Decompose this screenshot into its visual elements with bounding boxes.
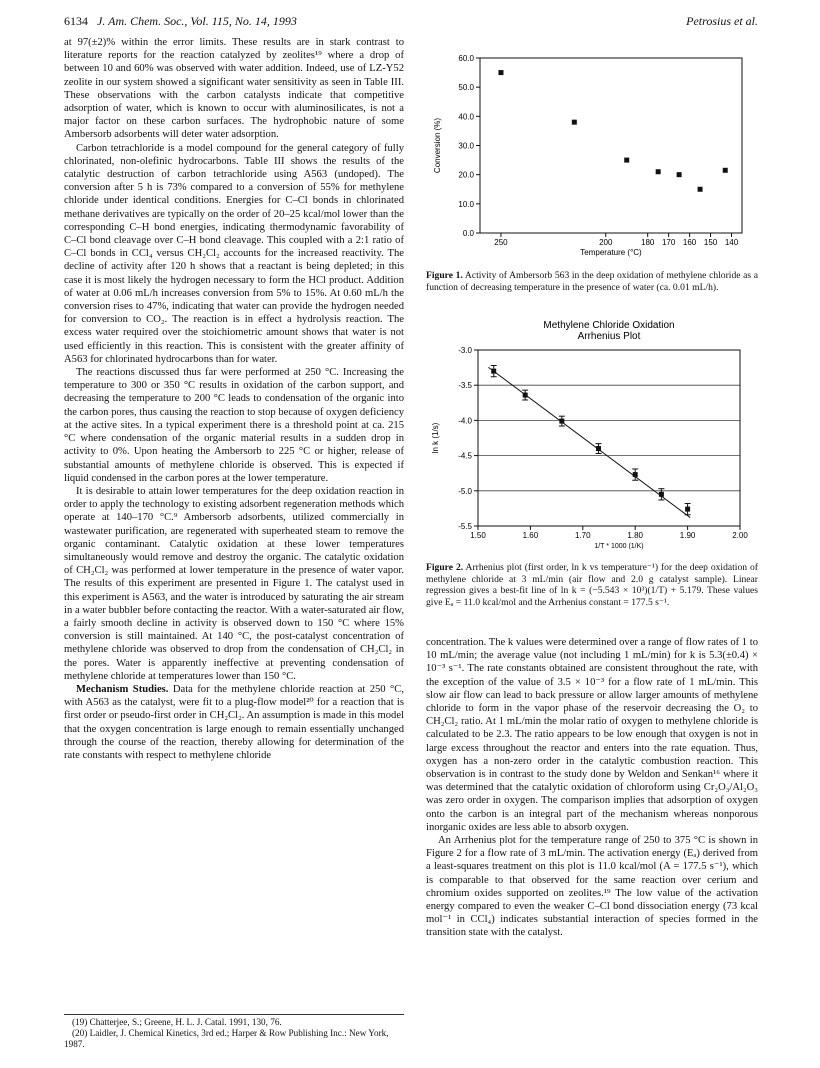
figure-2-chart bbox=[420, 318, 760, 558]
data-point bbox=[523, 393, 528, 398]
paragraph-text: Data for the methylene chloride reaction at 250 °C, with A563 as the catalyst, were fit to a plug-flow model²⁰ for a reaction that is first order or pseudo-first order in CH₂Cl₂. An assumption is made in this model that the oxygen concentration is large enough to remain essentially unchanged through the course of the reaction, thereby allowing for determination of the rate constants with respect to methylene chloride bbox=[64, 683, 404, 761]
paragraph: at 97(±2)% within the error limits. These results are in stark contrast to literature reports for the reaction catalyzed by zeolites¹⁹ where a drop of between 10 and 60% was observed with water addition. Indeed, use of LZ-Y52 zeolite in our system showed a significant water sensitivity as seen in Table III. These observations with the carbon catalysts indicate that competitive adsorption of water, which is known to occur with aluminosilicates, is not a major factor on these carbon surfaces. The hydrophobic nature of some Ambersorb adsorbents will deter water adsorption. bbox=[64, 37, 404, 141]
data-point bbox=[624, 158, 629, 163]
paragraph: Carbon tetrachloride is a model compound for the general category of fully chlorinated, non-olefinic hydrocarbons. Table III shows the results of the catalytic destruction of carbon tetrachloride using A563 (undoped). The conversion after 5 h is 73% compared to a conversion of 55% for methylene chloride under identical conditions. Energies for C–Cl bonds in chlorinated methane derivatives are typically on the order of 20–25 kcal/mol lower than the corresponding C–H bond energies, indicating thermodynamic favorability of C–Cl bond cleavage over C–H bond cleavage. This coupled with a 2:1 ratio of C–Cl bonds in CCl₄ versus CH₂Cl₂ accounts for the increased reactivity. The decline of activity after 120 h shows that a reactant is being depleted; in this case it is most likely the hydrogen necessary to form the HCl product. Addition of water at 0.06 mL/h increases conversion from 5% to 15%. At 0.60 mL/h the conversion rises to 47%, indicating that water can provide the hydrogen needed for conversion to CO₂. The reaction is in effect a hydrolysis reaction. The excess water required over the stoichiometric amount shows that water is not used efficiently in this reaction. This is consistent with the greater affinity of A563 for chlorinated hydrocarbons than for water. bbox=[64, 142, 404, 365]
y-tick-label: -5.0 bbox=[458, 486, 472, 496]
y-tick-label: -3.5 bbox=[458, 381, 472, 391]
x-tick-label: 200 bbox=[599, 238, 613, 247]
figure-1-caption bbox=[426, 270, 758, 293]
paragraph: An Arrhenius plot for the temperature range of 250 to 375 °C is shown in Figure 2 for a flow rate of 3 mL/min. The activation energy (Eₐ) derived from a least-squares treatment on this plot is 11.0 kcal/mol (A = 177.5 s⁻¹), which is comparable to that observed for the same reaction over cerium and chromium oxides supported on zeolites.¹⁹ The low value of the activation energy compared to even the weaker C–Cl bond dissociation energy (73 kcal mol⁻¹ in CCl₄) indicates substantial interaction of species formed in the transition state with the catalyst. bbox=[426, 835, 758, 939]
y-tick-label: 10.0 bbox=[458, 199, 474, 209]
left-column bbox=[64, 36, 404, 762]
data-point bbox=[572, 120, 577, 125]
figure-1 bbox=[420, 48, 760, 263]
figure-1-label: Figure 1. bbox=[426, 270, 463, 281]
section-heading: Mechanism Studies. bbox=[76, 683, 169, 695]
data-point bbox=[698, 187, 703, 192]
y-tick-label: 50.0 bbox=[458, 83, 474, 93]
y-tick-label: 60.0 bbox=[458, 54, 474, 63]
y-tick-label: -4.0 bbox=[458, 416, 472, 426]
figure-2-caption bbox=[426, 562, 758, 608]
footnote: (19) Chatterjee, S.; Greene, H. L. J. Catal. 1991, 130, 76. bbox=[72, 1017, 282, 1027]
x-axis-label: 1/T * 1000 (1/K) bbox=[594, 543, 644, 550]
y-tick-label: 30.0 bbox=[458, 141, 474, 151]
y-tick-label: -3.0 bbox=[458, 346, 472, 355]
figure-2-caption-text: Arrhenius plot (first order, ln k vs temperature⁻¹) for the deep oxidation of methylene chloride at 3 mL/min (air flow and 2.0 g catalyst sample). Linear regression gives a best-fit line of ln k = (−5.543 × 10³)(1/T) + 5.179. These values give Eₐ = 11.0 kcal/mol and the Arrhenius constant = 177.5 s⁻¹. bbox=[426, 562, 758, 608]
data-point bbox=[659, 492, 664, 497]
page-number: 6134 bbox=[64, 14, 88, 28]
y-tick-label: 20.0 bbox=[458, 170, 474, 180]
y-tick-label: -4.5 bbox=[458, 451, 472, 461]
x-tick-label: 1.50 bbox=[470, 531, 486, 540]
data-point bbox=[677, 172, 682, 177]
y-tick-label: -5.5 bbox=[458, 522, 472, 531]
data-point bbox=[633, 472, 638, 477]
plot-frame bbox=[480, 58, 742, 233]
data-point bbox=[596, 446, 601, 451]
paragraph: It is desirable to attain lower temperatures for the deep oxidation reaction in order to apply the technology to existing adsorbent regeneration methods which operate at 140–170 °C.⁹ Ambersorb adsorbents, utilized commercially in wastewater purification, are regenerated with superheated steam to remove the organic contaminant. Catalytic oxidation at these lower temperatures simultaneously would remove and destroy the organic. The catalytic oxidation of CH₂Cl₂ was performed at lower temperature in the presence of water vapor. The results of this experiment are presented in Figure 1. The catalyst used in this experiment is A563, and the water is introduced by saturating the air stream in a water bubbler before contacting the reactor. With a water-saturated air flow, a fairly smooth decline in activity is observed down to 150 °C where 15% conversion is still maintained. At 140 °C, the post-catalyst concentration of methylene chloride was observed to drop from the condensation of CH₂Cl₂ in the pores. Water is apparently ineffective at preventing condensation of methylene chloride at temperatures lower than 150 °C. bbox=[64, 485, 404, 682]
x-tick-label: 250 bbox=[494, 238, 508, 247]
data-point bbox=[685, 507, 690, 512]
y-tick-label: 40.0 bbox=[458, 112, 474, 122]
x-tick-label: 140 bbox=[724, 238, 739, 247]
x-tick-label: 1.90 bbox=[679, 531, 696, 540]
data-point bbox=[559, 419, 564, 424]
paragraph bbox=[64, 683, 404, 762]
x-tick-label: 160 bbox=[682, 238, 697, 247]
chart-title: Methylene Chloride Oxidation bbox=[543, 320, 675, 331]
paragraph: concentration. The k values were determined over a range of flow rates of 1 to 10 mL/min; the average value (not including 1 mL/min) for k is 5.3(±0.4) × 10⁻³ s⁻¹. The rate constants obtained are consistent throughout the rate, with the exception of the value of 3.5 × 10⁻³ for a flow rate of 1 mL/min. This slow air flow can lead to back pressure or allow larger amounts of methylene chloride to form in the vapor phase of the reservoir decreasing the O₂ to CH₂Cl₂ ratio. At 1 mL/min the molar ratio of oxygen to methylene chloride is calculated to be 2.3. The ratio appears to be low enough that oxygen is not in large excess throughout the reactor and enters into the rate equation. Thus, oxygen has a non-zero order in the catalytic combustion reaction. This observation is in contrast to the study done by Weldon and Senkan¹⁶ where it was determined that the catalytic oxidation of chloroform using Cr₂O₃/Al₂O₃ was zero order in oxygen. The comparison implies that adsorption of oxygen onto the carbon is an integral part of the mechanism whereas nonporous inorganic oxides are less able to absorb oxygen. bbox=[426, 637, 758, 833]
chart-title: Arrhenius Plot bbox=[577, 331, 641, 342]
plot-frame bbox=[478, 350, 740, 526]
footnotes bbox=[64, 1014, 404, 1050]
x-tick-label: 1.70 bbox=[575, 531, 591, 540]
x-tick-label: 2.00 bbox=[732, 531, 748, 540]
x-axis-label: Temperature (°C) bbox=[580, 248, 642, 257]
journal-citation: J. Am. Chem. Soc., Vol. 115, No. 14, 1993 bbox=[97, 14, 297, 28]
data-point bbox=[491, 369, 496, 374]
x-tick-label: 150 bbox=[703, 238, 718, 247]
y-axis-label: Conversion (%) bbox=[433, 117, 442, 174]
data-point bbox=[723, 168, 728, 173]
figure-1-chart bbox=[420, 48, 760, 263]
right-column bbox=[426, 636, 758, 940]
x-tick-label: 1.60 bbox=[522, 531, 539, 540]
running-header-authors: Petrosius et al. bbox=[686, 14, 758, 28]
x-tick-label: 170 bbox=[661, 238, 676, 247]
x-tick-label: 1.80 bbox=[627, 531, 643, 540]
y-tick-label: 0.0 bbox=[462, 229, 474, 238]
running-header-left bbox=[64, 14, 297, 29]
footnote: (20) Laidler, J. Chemical Kinetics, 3rd ed.; Harper & Row Publishing Inc.: New York, 1987. bbox=[64, 1028, 389, 1049]
paragraph: The reactions discussed thus far were performed at 250 °C. Increasing the temperature to 300 or 350 °C results in oxidation of the carbon support, and decreasing the temperature to 200 °C leads to condensation of the organic into the carbon pores, thus causing the reaction to stop because of oxygen deficiency at the active sites. In a typical experiment there is a threshold point at ca. 215 °C where condensation of the organic material results in a sudden drop in activity to 0%. Upon heating the Ambersorb to 225 °C or higher, release of substantial amounts of methylene chloride is observed. This is expected if liquid condensed in the carbon pores at the lower temperature. bbox=[64, 367, 404, 484]
data-point bbox=[498, 70, 503, 75]
figure-1-caption-text: Activity of Ambersorb 563 in the deep oxidation of methylene chloride as a function of decreasing temperature in the presence of water (ca. 0.01 mL/h). bbox=[426, 270, 758, 293]
y-axis-label: ln k (1/s) bbox=[431, 422, 440, 454]
figure-2 bbox=[420, 318, 760, 558]
data-point bbox=[656, 169, 661, 174]
figure-2-label: Figure 2. bbox=[426, 562, 464, 573]
x-tick-label: 180 bbox=[641, 238, 655, 247]
